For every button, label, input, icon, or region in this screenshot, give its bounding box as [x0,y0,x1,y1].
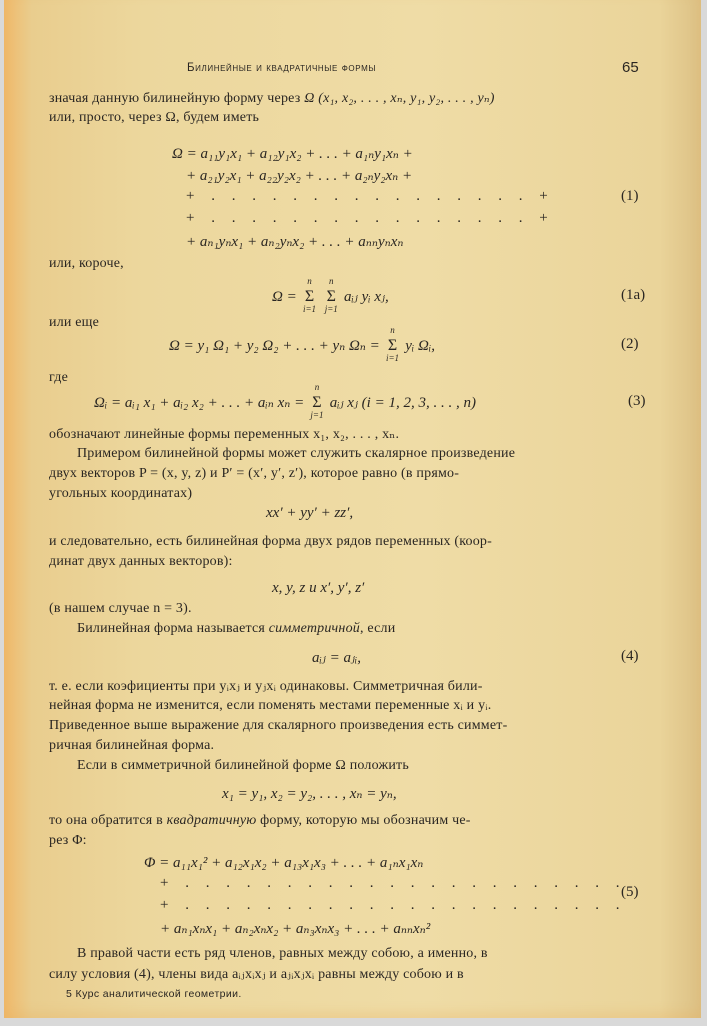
eq5-line: + . . . . . . . . . . . . . . . . . . . . . . [160,875,626,891]
eq1-line: Ω = a₁₁y₁x₁ + a₁₂y₁x₂ + . . . + a₁ₙy₁xₙ + [172,146,413,162]
equation-number: (3) [628,393,646,409]
math-omega-args: Ω (x₁, x₂, . . . , xₙ, y₁, y₂, . . . , yₙ) [304,91,495,106]
paragraph-linear-forms: обозначают линейные формы переменных x₁, x₂, . . . , xₙ. [49,427,400,442]
paragraph-right-part: В правой части есть ряд членов, равных между собою, а именно, в [77,946,488,961]
eq5-line: + aₙ₁xₙx₁ + aₙ₂xₙx₂ + aₙ₃xₙx₃ + . . . + aₙₙxₙ² [160,921,431,937]
paragraph-symmetric-def: Билинейная форма называется симметричной, если [77,621,396,636]
book-page [4,0,701,1018]
text-or-else: или еще [49,315,100,330]
emphasis-quadratic: квадратичную [166,813,257,828]
paragraph-consequently: и следовательно, есть билинейная форма двух рядов переменных (коор- [49,534,492,549]
equation-number: (5) [621,884,639,900]
equation-2: Ω = y₁ Ω₁ + y₂ Ω₂ + . . . + yₙ Ωₙ = Σ n i=1 yᵢ Ωᵢ, [169,325,436,363]
paragraph-right-part: силу условия (4), члены вида aᵢⱼxᵢxⱼ и aⱼᵢxⱼxᵢ равны между собою и в [49,967,464,982]
eq1-line: + aₙ₁yₙx₁ + aₙ₂yₙx₂ + . . . + aₙₙyₙxₙ [186,234,404,250]
sigma-symbol: Σ n j=1 [324,276,338,314]
sigma-symbol: Σ n i=1 [302,276,317,314]
emphasis-symmetric: симметричной [268,621,360,636]
paragraph-intro-line2: или, просто, через Ω, будем иметь [49,110,260,125]
equation-4: aᵢⱼ = aⱼᵢ, [312,650,362,666]
equation-scalar-product: xx′ + yy′ + zz′, [266,505,354,521]
equation-number: (1) [621,188,639,204]
running-title: Билинейные и квадратичные формы [187,62,377,74]
paragraph-n3: (в нашем случае n = 3). [49,601,192,616]
paragraph-symmetric: нейная форма не изменится, если поменять местами переменные xᵢ и yᵢ. [49,698,492,713]
page-number: 65 [622,59,639,76]
paragraph-consequently: динат двух данных векторов): [49,554,233,569]
equation-substitution: x₁ = y₁, x₂ = y₂, . . . , xₙ = yₙ, [222,786,397,802]
paragraph-symmetric: т. е. если коэфициенты при yᵢxⱼ и yⱼxᵢ одинаковы. Симметричная били- [49,679,483,694]
paragraph-quadratic-line2: рез Φ: [49,833,87,848]
paragraph-intro: значая данную билинейную форму через Ω (x₁, x₂, . . . , xₙ, y₁, y₂, . . . , yₙ) [49,91,495,106]
eq5-line: Φ = a₁₁x₁² + a₁₂x₁x₂ + a₁₃x₁x₃ + . . . + a₁ₙx₁xₙ [144,855,424,871]
paragraph-if-set: Если в симметричной билинейной форме Ω положить [77,758,409,773]
eq1-line: + . . . . . . . . . . . . . . . . + [186,210,555,226]
printer-signature: 5 Курс аналитической геометрии. [66,988,242,1000]
equation-number: (1a) [621,287,646,303]
text-or-shorter: или, короче, [49,256,124,271]
equation-number: (4) [621,648,639,664]
equation-number: (2) [621,336,639,352]
equation-3: Ωᵢ = aᵢ₁ x₁ + aᵢ₂ x₂ + . . . + aᵢₙ xₙ = Σ n j=1 aᵢⱼ xⱼ (i = 1, 2, 3, . . . , n) [94,382,476,420]
paragraph-quadratic: то она обратится в квадратичную форму, которую мы обозначим че- [49,813,471,828]
eq1-line: + . . . . . . . . . . . . . . . . + [186,188,555,204]
paragraph-example-line: угольных координатах) [49,486,193,501]
paragraph-example-line: Примером билинейной формы может служить скалярное произведение [77,446,516,461]
eq5-line: + . . . . . . . . . . . . . . . . . . . . . . [160,897,626,913]
equation-1a: Ω = Σ n i=1 Σ n j=1 aᵢⱼ yᵢ xⱼ, [272,276,389,314]
paragraph-symmetric: ричная билинейная форма. [49,738,215,753]
sigma-symbol: Σ n i=1 [385,325,400,363]
text-where: где [49,370,68,385]
paragraph-symmetric: Приведенное выше выражение для скалярного произведения есть симмет- [49,718,508,733]
equation-variables: x, y, z и x′, y′, z′ [272,580,365,596]
eq1-line: + a₂₁y₂x₁ + a₂₂y₂x₂ + . . . + a₂ₙy₂xₙ + [186,168,413,184]
paragraph-example-line: двух векторов P = (x, y, z) и P′ = (x′, y′, z′), которое равно (в прямо- [49,466,460,481]
sigma-symbol: Σ n j=1 [310,382,324,420]
